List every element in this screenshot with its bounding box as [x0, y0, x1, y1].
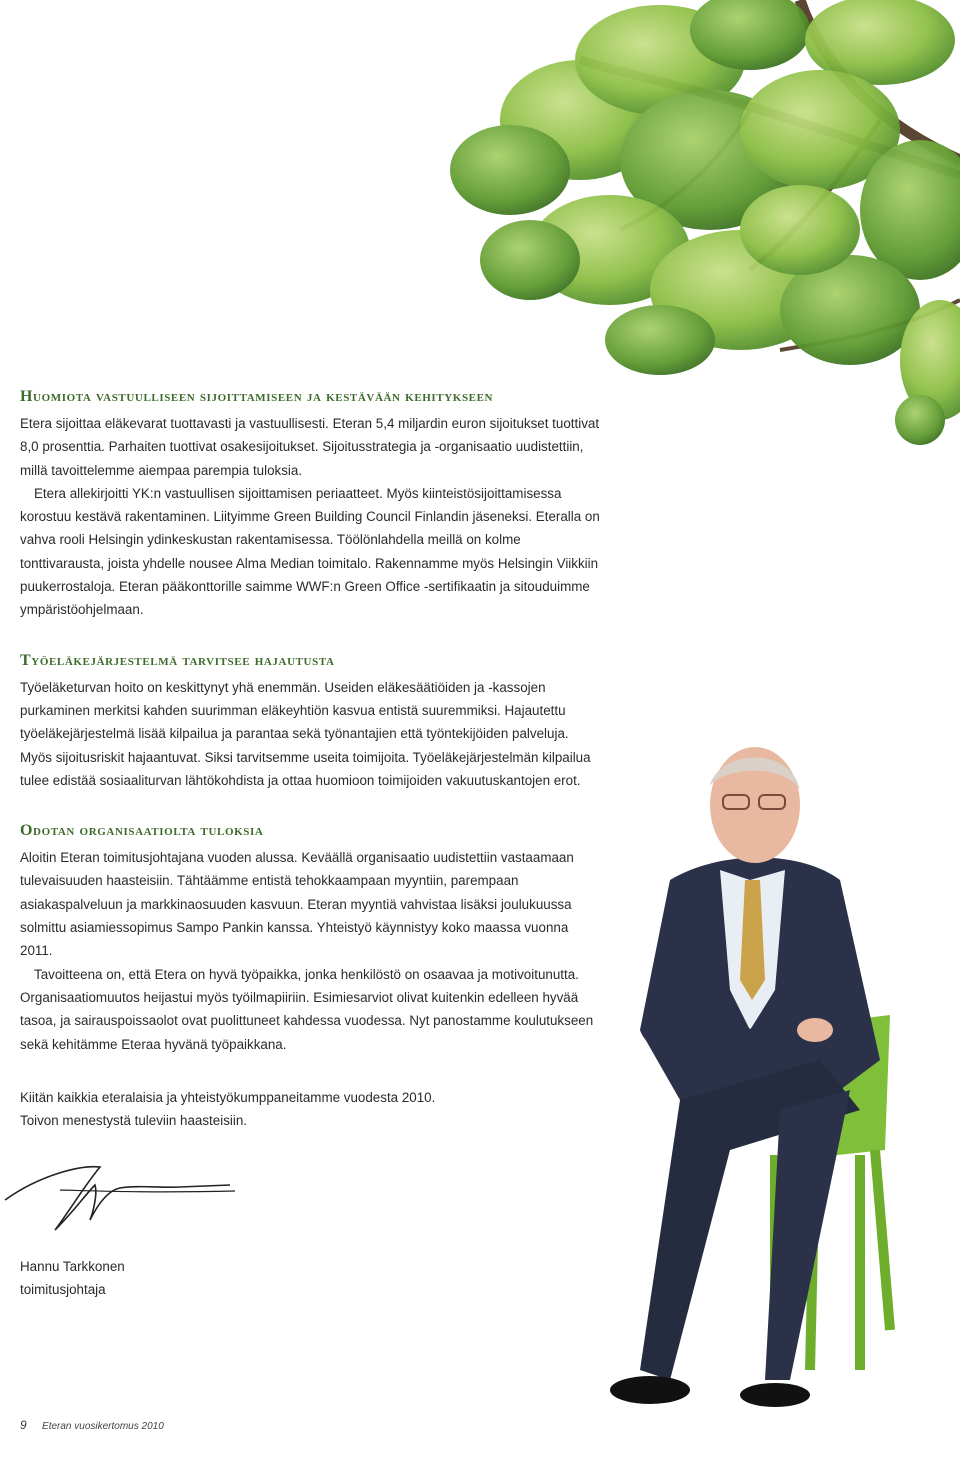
section-heading: Huomiota vastuulliseen sijoittamiseen ja kestävään kehitykseen: [20, 388, 494, 405]
paragraph: Tavoitteena on, että Etera on hyvä työpaikka, jonka henkilöstö on osaavaa ja motivoitunutta. Organisaatiomuutos heijastui myös työilmapiiriin. Esimiesarviot olivat kuitenkin edelleen hyvää tasoa, ja sairauspoissaolot ovat puolittuneet kahdessa vuodessa. Nyt panostamme koulutukseen sekä kehitämme Eteraa hyvänä työpaikkana.: [20, 966, 594, 1052]
paragraph: Etera allekirjoitti YK:n vastuullisen sijoittamisen periaatteet. Myös kiinteistösijoittamisessa korostuu kestävä rakentaminen. Liityimme Green Building Council Finlandin jäseneksi. Eteralla on vahva rooli Helsingin ydinkeskustan rakentamisessa. Töölönlahdella meillä on kolme tonttivarausta, joista yhdelle nousee Alma Median toimitalo. Rakennamme myös Helsingin Viikkiin puukerrostaloja. Eteran pääkonttorille saimme WWF:n Green Office -sertifikaatin ja sitouduimme ympäristöohjelmaan.: [20, 485, 600, 618]
paragraph: Aloitin Eteran toimitusjohtajana vuoden alussa. Keväällä organisaatio uudistettiin vastaamaan tulevaisuuden haasteisiin. Tähtäämme entistä tehokkaampaan myyntiin, parempaan asiakaspalveluun ja markkinaosuuden kasvuun. Eteran myyntiä vahvistaa lisäksi joulukuussa solmittu asiamiessopimus Sampo Pankin kanssa. Yhteistyö käynnistyy koko maassa vuonna 2011.: [20, 850, 574, 959]
closing-line: Toivon menestystä tuleviin haasteisiin.: [20, 1112, 248, 1128]
page-footer: [20, 1418, 164, 1432]
publication-title: Eteran vuosikertomus 2010: [42, 1421, 164, 1432]
section-organisation-results: [20, 822, 600, 1056]
signer-title: toimitusjohtaja: [20, 1282, 106, 1297]
signer-block: [20, 1255, 125, 1301]
signer-name: Hannu Tarkkonen: [20, 1259, 125, 1274]
handwritten-signature: [0, 1155, 240, 1240]
section-heading: Työeläkejärjestelmä tarvitsee hajautusta: [20, 651, 335, 669]
section-heading: Odotan organisaatiolta tuloksia: [20, 822, 264, 840]
closing-remarks: [20, 1086, 600, 1132]
paragraph: Työeläketurvan hoito on keskittynyt yhä enemmän. Useiden eläkesäätiöiden ja -kassojen purkaminen merkitsi kahden suurimman eläkeyhtiön kasvua entistä suuremmiksi. Hajautettu työeläkejärjestelmä lisää kilpailua ja parantaa sekä työnantajien että työntekijöiden palveluja. Myös sijoitusriskit hajaantuvat. Siksi tarvitsemme useita toimijoita. Työeläkejärjestelmän kilpailua tulee edistää sosiaaliturvan lähtökohdista ja ottaa huomioon toimijoiden vakuutuskantojen erot.: [20, 679, 591, 788]
closing-line: Kiitän kaikkia eteralaisia ja yhteistyökumppaneitamme vuodesta 2010.: [20, 1089, 436, 1105]
section-responsible-investing: [20, 388, 600, 622]
tree-canopy-image: [280, 0, 960, 450]
page-number: 9: [20, 1418, 27, 1432]
paragraph: Etera sijoittaa eläkevarat tuottavasti ja vastuullisesti. Eteran 5,4 miljardin euron sijoitukset tuottivat 8,0 prosenttia. Parhaiten tuottivat osakesijoitukset. Sijoitusstrategia ja -organisaatio uudistettiin, millä tavoittelemme aiempaa parempia tuloksia.: [20, 416, 600, 478]
ceo-portrait-image: [560, 730, 960, 1430]
section-pension-system: [20, 652, 600, 792]
letter-body: [20, 388, 600, 1162]
